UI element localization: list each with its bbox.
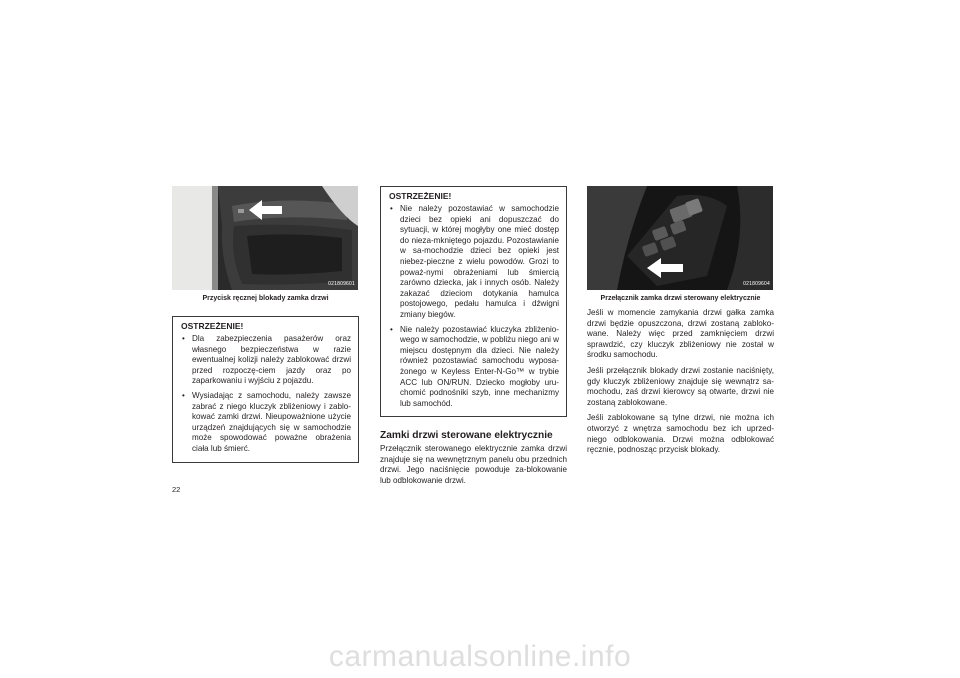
figure-door-lock-knob — [172, 186, 358, 290]
warning-item: • Nie należy pozostawiać w samochodzie dzieci bez opieki ani dopuszczać do sytuacji, w której mogłyby one mieć dostęp do nieza-mkniętego pojazdu. Pozostawianie w sa-mochodzie dzieci bez opieki jest niebez-pieczne z wielu powodów. Grozi to poważ-nymi obrażeniami lub śmiercią zarówno dziecka, jak i innych osób. Należy zakazać dzieciom dotykania hamulca postojowego, pedału hamulca i dźwigni zmiany biegów. — [389, 204, 559, 321]
figure-id: 021809604 — [743, 281, 770, 287]
column-right — [587, 186, 774, 461]
warning-item: • Wysiadając z samochodu, należy zawsze zabrać z niego kluczyk zbliżeniowy i zablo-kować zamki drzwi. Nieupoważnione użycie urządzeń znajdujących się w samochodzie może spowodować poważne obrażenia ciała lub śmierć. — [181, 391, 351, 455]
page-number: 22 — [172, 485, 181, 494]
figure-caption: Przycisk ręcznej blokady zamka drzwi — [202, 295, 329, 302]
watermark: carmanualsonline.info — [328, 640, 632, 673]
warning-item: • Dla zabezpieczenia pasażerów oraz własnego bezpieczeństwa w razie ewentualnej kolizji należy zablokować drzwi przed rozpoczę-ciem jazdy oraz po zaparkowaniu i wyjściu z pojazdu. — [181, 334, 351, 387]
figure-power-door-switch — [587, 186, 773, 290]
body-paragraph: Jeśli przełącznik blokady drzwi zostanie naciśnięty, gdy kluczyk zbliżeniowy znajduje się wewnątrz sa-mochodu, zaś drzwi kierowcy są otwarte, drzwi nie zostaną zablokowane. — [587, 365, 774, 407]
section-heading: Zamki drzwi sterowane elektrycznie — [380, 430, 553, 442]
figure-caption: Przełącznik zamka drzwi sterowany elektrycznie — [600, 295, 761, 302]
body-paragraph: Jeśli w momencie zamykania drzwi gałka zamka drzwi będzie opuszczona, drzwi zostaną zabloko-wane. Należy więc przed zamknięciem drzwi sprawdzić, czy kluczyk zbliżeniowy nie został w środku samochodu. — [587, 308, 774, 360]
warning-box — [380, 186, 567, 417]
warning-box — [172, 316, 359, 463]
warning-title: OSTRZEŻENIE! — [181, 321, 244, 331]
warning-item: • Nie należy pozostawiać kluczyka zbliżenio-wego w samochodzie, w pobliżu niego ani w miejscu dostępnym dla dzieci. Nie należy również pozostawiać samochodu wyposa-żonego w Keyless Enter-N-Go™ w trybie ACC lub ON/RUN. Dziecko mogłoby uru-chomić podnośniki szyb, inne mechanizmy lub samochód. — [389, 325, 559, 410]
figure-id: 021809601 — [328, 281, 355, 287]
column-middle — [380, 186, 567, 492]
warning-title: OSTRZEŻENIE! — [389, 191, 452, 201]
column-left — [172, 186, 359, 463]
body-paragraph: Jeśli zablokowane są tylne drzwi, nie można ich otworzyć z wnętrza samochodu bez ich uprzed-niego odblokowania. Drzwi można odblokować ręcznie, podnosząc przycisk blokady. — [587, 413, 774, 455]
door-lock-knob-photo-icon — [172, 186, 358, 290]
section-intro: Przełącznik sterowanego elektrycznie zamka drzwi znajduje się na wewnętrznym panelu obu przednich drzwi. Jego naciśnięcie powoduje za-blokowanie lub odblokowanie drzwi. — [380, 444, 567, 486]
power-door-switch-photo-icon — [587, 186, 773, 290]
